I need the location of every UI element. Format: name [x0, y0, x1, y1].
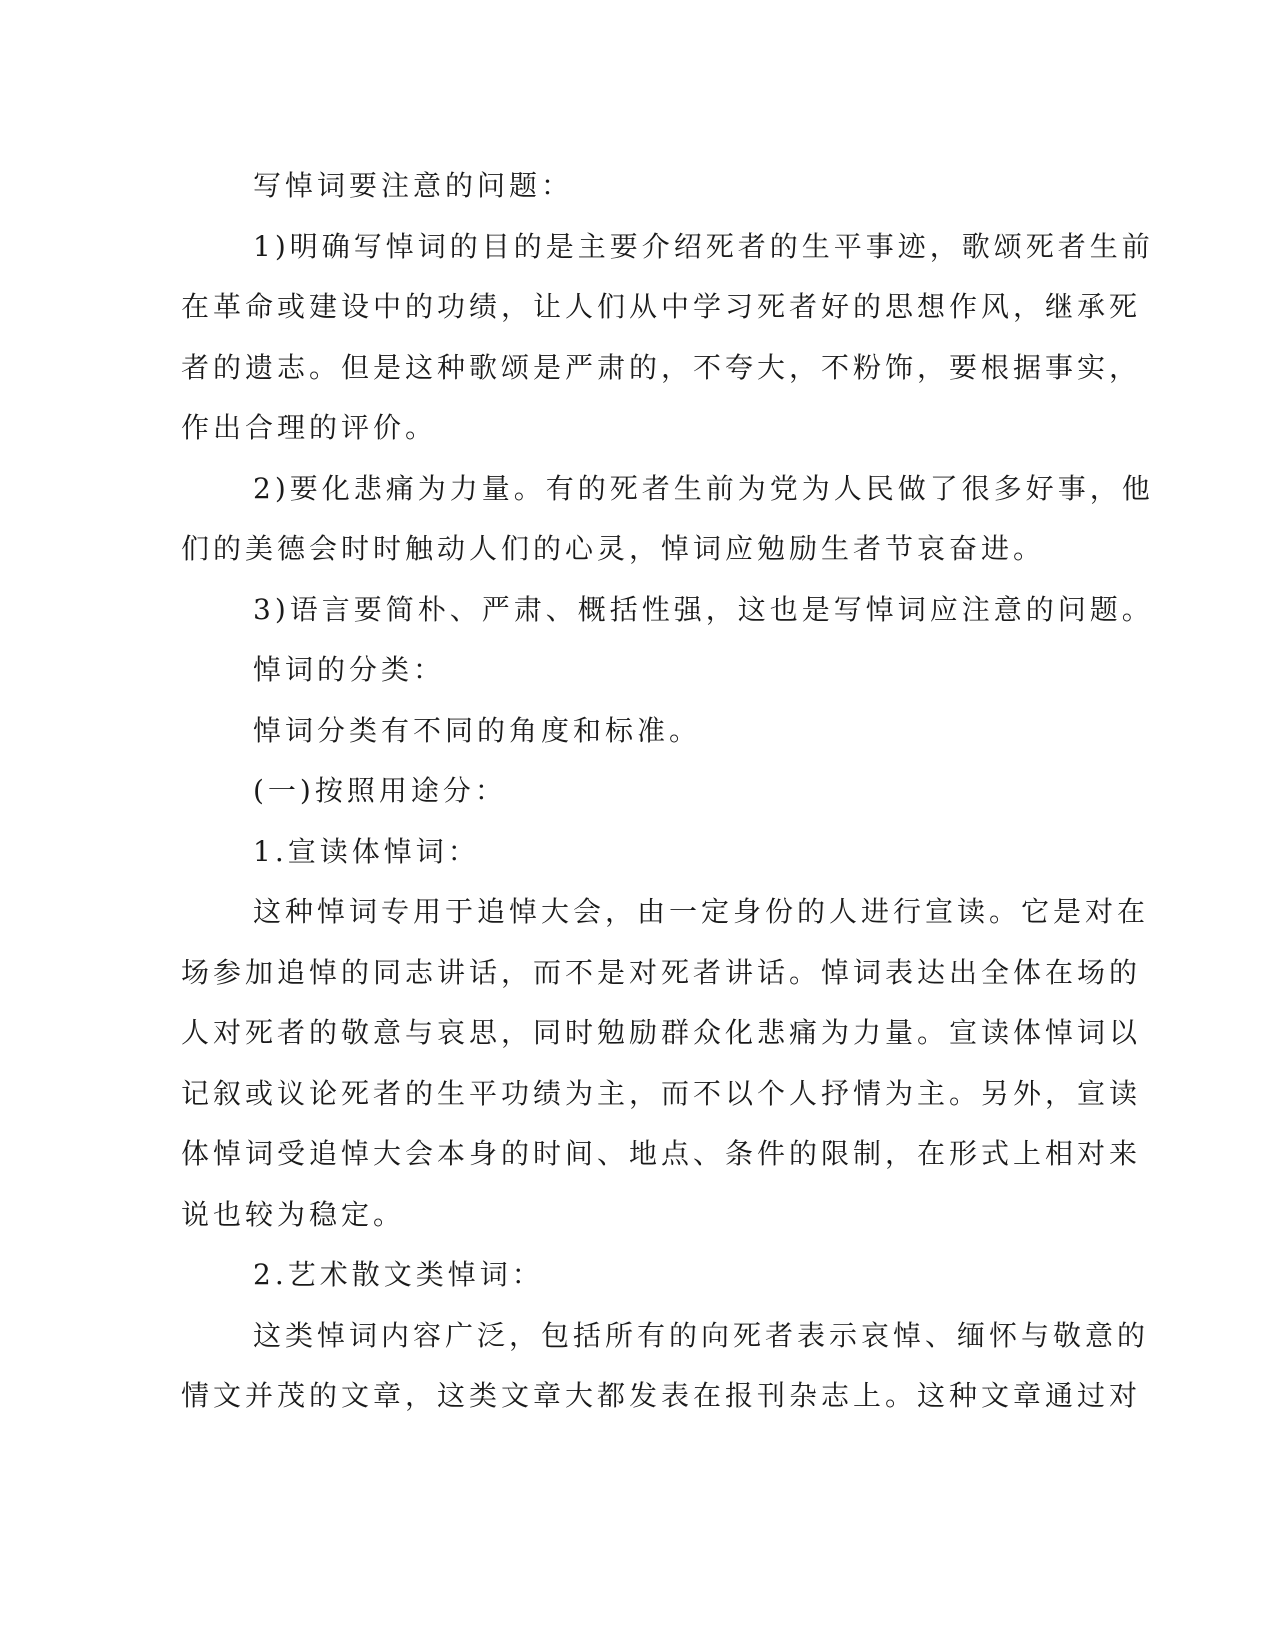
text-line: 情文并茂的文章，这类文章大都发表在报刊杂志上。这种文章通过对: [181, 1379, 1142, 1412]
text-line: 这类悼词内容广泛，包括所有的向死者表示哀悼、缅怀与敬意的: [253, 1318, 1150, 1352]
text-line: 人对死者的敬意与哀思，同时勉励群众化悲痛为力量。宣读体悼词以: [181, 1016, 1142, 1049]
type-2-heading: [181, 1245, 1027, 1306]
type-1-body-paragraph: [181, 882, 1150, 1245]
text-line: 说也较为稳定。: [181, 1197, 406, 1231]
point-2-paragraph: [181, 459, 1154, 580]
text-line: 悼词的分类：: [253, 653, 446, 686]
heading-notes: [181, 156, 1027, 217]
point-3-paragraph: [181, 580, 1154, 641]
text-line: 记叙或议论死者的生平功绩为主，而不以个人抒情为主。另外，宣读: [181, 1076, 1142, 1110]
text-line: 们的美德会时时触动人们的心灵，悼词应勉励生者节哀奋进。: [181, 532, 1046, 565]
classify-intro-paragraph: [181, 701, 1027, 762]
text-line: 3)语言要简朴、严肃、概括性强，这也是写悼词应注意的问题。: [253, 592, 1154, 626]
section-by-use-heading: [181, 761, 1027, 822]
text-line: 2.艺术散文类悼词：: [253, 1258, 544, 1291]
text-line: (一)按照用途分：: [253, 774, 507, 807]
heading-classify: [181, 640, 1027, 701]
text-line: 2)要化悲痛为力量。有的死者生前为党为人民做了很多好事，他: [253, 471, 1154, 505]
text-line: 场参加追悼的同志讲话，而不是对死者讲话。悼词表达出全体在场的: [181, 955, 1142, 989]
text-line: 这种悼词专用于追悼大会，由一定身份的人进行宣读。它是对在: [253, 895, 1150, 928]
document-body: [181, 156, 1154, 1427]
type-1-heading: [181, 822, 1027, 883]
text-line: 者的遗志。但是这种歌颂是严肃的，不夸大，不粉饰，要根据事实，: [181, 350, 1142, 384]
text-line: 在革命或建设中的功绩，让人们从中学习死者好的思想作风，继承死: [181, 290, 1142, 323]
type-2-body-paragraph: [181, 1306, 1150, 1427]
text-line: 1)明确写悼词的目的是主要介绍死者的生平事迹，歌颂死者生前: [253, 229, 1154, 263]
text-line: 悼词分类有不同的角度和标准。: [253, 713, 702, 747]
text-line: 1.宣读体悼词：: [253, 834, 480, 868]
text-line: 体悼词受追悼大会本身的时间、地点、条件的限制，在形式上相对来: [181, 1137, 1142, 1170]
text-line: 写悼词要注意的问题：: [253, 169, 574, 202]
point-1-paragraph: [181, 217, 1154, 459]
text-line: 作出合理的评价。: [181, 411, 438, 444]
